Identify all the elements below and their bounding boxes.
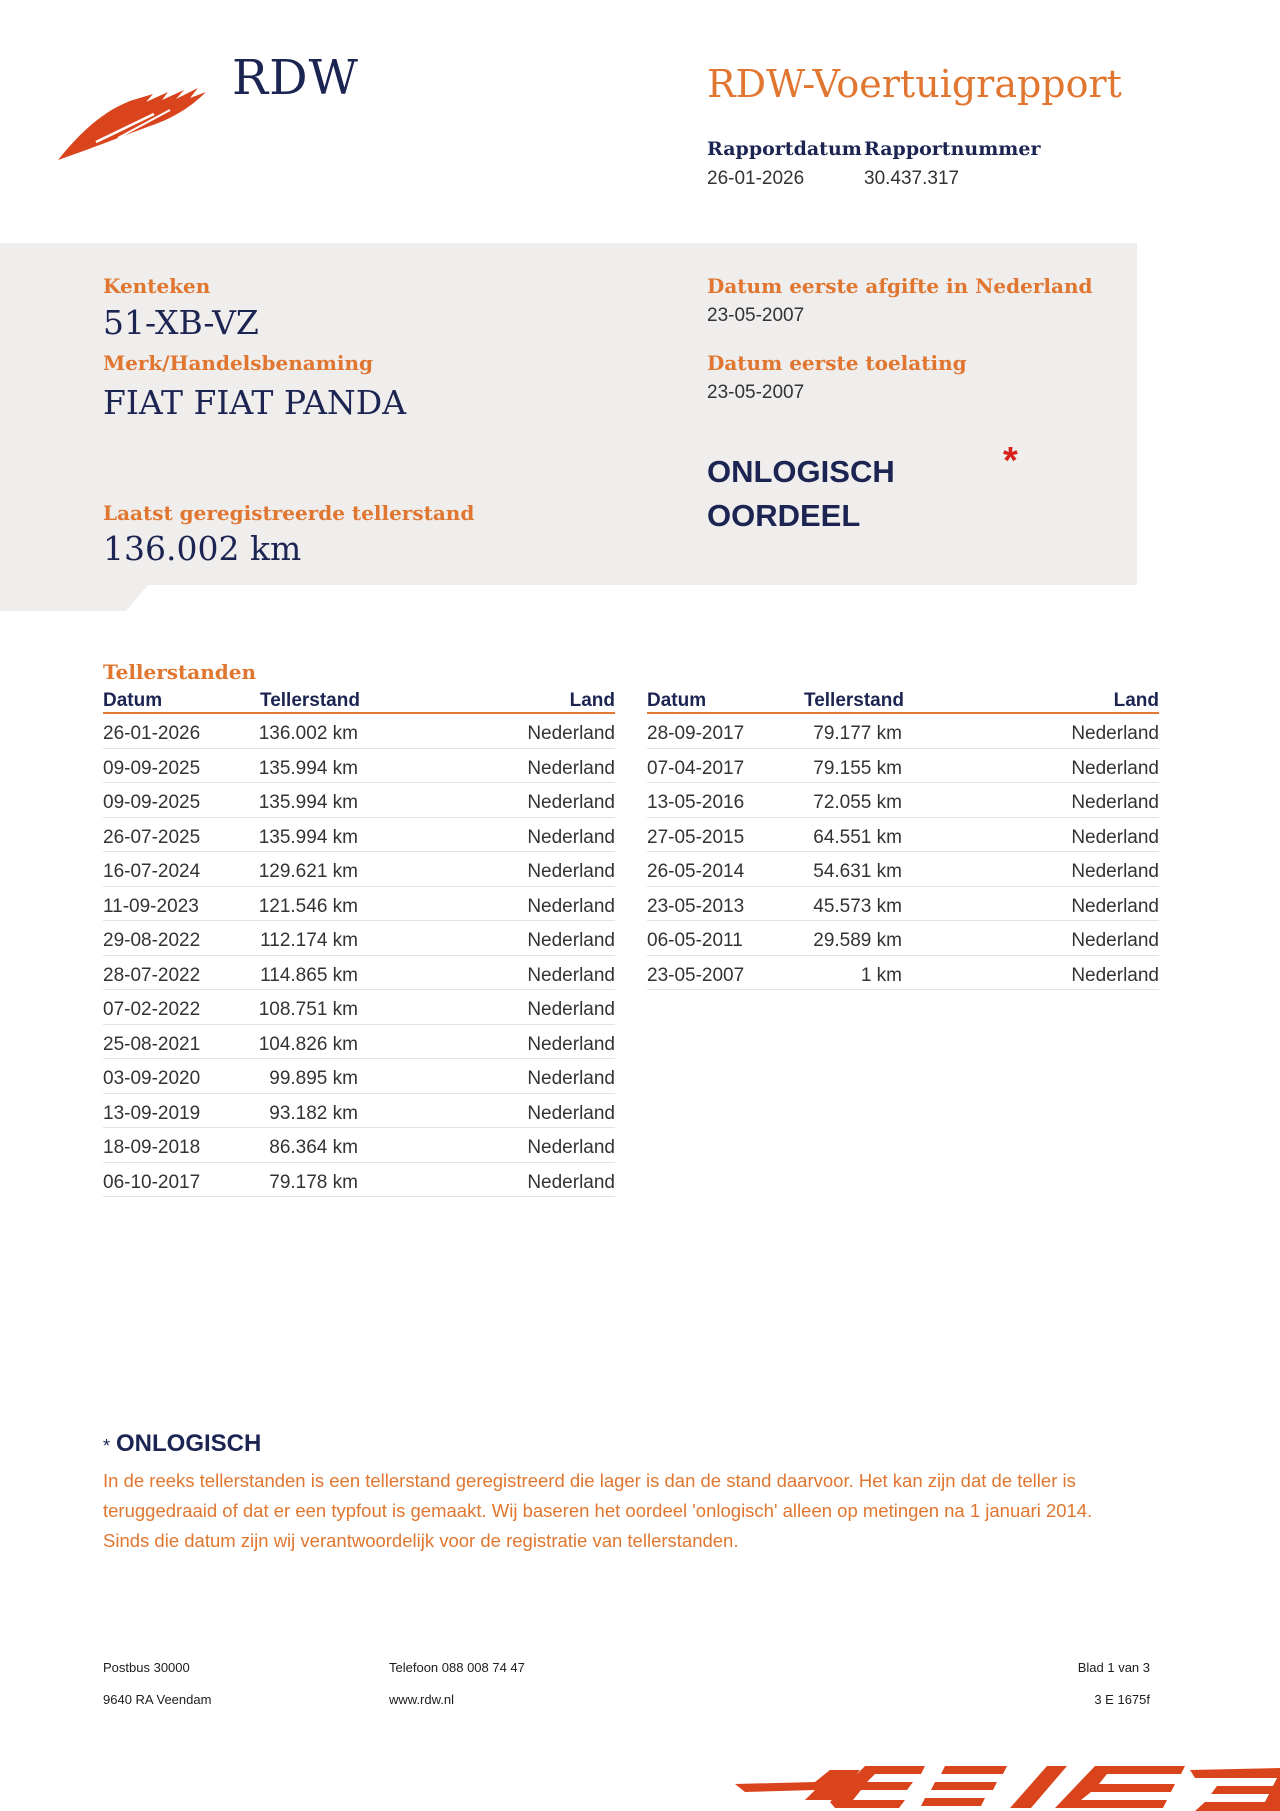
reading-date: 27-05-2015 xyxy=(647,826,745,848)
footer-phone: Telefoon 088 008 74 47 xyxy=(389,1660,525,1675)
reading-km: 121.546 km xyxy=(258,895,358,917)
reading-km: 79.155 km xyxy=(813,757,902,779)
reading-date: 28-09-2017 xyxy=(647,723,745,744)
reading-km: 129.621 km xyxy=(258,861,358,882)
table-row xyxy=(103,714,615,749)
note-text: In de reeks tellerstanden is een tellerstand geregistreerd die lager is dan de stand daarvoor. Het kan zijn dat de teller is teruggedraaid of dat er een typfout is gemaakt. Wij baseren het oordeel 'onlogisch' alleen op metingen na 1 januari 2014. Sinds die datum zijn wij verantwoordelijk voor de registratie van tellerstanden. xyxy=(103,1470,1093,1551)
make-value: FIAT FIAT PANDA xyxy=(103,383,407,422)
first-issue-nl-label: Datum eerste afgifte in Nederland xyxy=(707,274,1093,298)
reading-date: 07-02-2022 xyxy=(103,999,201,1020)
reading-country: Nederland xyxy=(527,964,615,986)
reading-km: 1 km xyxy=(860,964,902,986)
reading-country: Nederland xyxy=(527,1033,615,1055)
reading-date: 16-07-2024 xyxy=(103,861,201,882)
reading-country: Nederland xyxy=(1071,930,1159,951)
verdict-asterisk: * xyxy=(1003,440,1018,482)
reading-km: 136.002 km xyxy=(258,723,358,744)
reading-km: 99.895 km xyxy=(269,1068,358,1089)
table-row xyxy=(647,749,1159,784)
reading-km: 135.994 km xyxy=(258,826,358,848)
verdict-text xyxy=(707,450,895,538)
reading-date: 07-04-2017 xyxy=(647,757,745,779)
reading-country: Nederland xyxy=(527,723,615,744)
brand-name: RDW xyxy=(232,50,359,106)
reading-date: 23-05-2007 xyxy=(647,964,745,986)
reading-date: 28-07-2022 xyxy=(103,964,201,986)
reading-country: Nederland xyxy=(1071,826,1159,848)
panel-tab-decoration xyxy=(0,585,148,611)
reading-country: Nederland xyxy=(527,792,615,813)
col-country-header: Land xyxy=(569,690,615,711)
report-number-label: Rapportnummer xyxy=(864,138,1041,160)
reading-km: 79.177 km xyxy=(813,723,902,744)
footer-website[interactable]: www.rdw.nl xyxy=(389,1692,455,1707)
reading-country: Nederland xyxy=(527,861,615,882)
reading-date: 25-08-2021 xyxy=(103,1033,201,1055)
report-date-label: Rapportdatum xyxy=(707,138,862,160)
table-row xyxy=(103,852,615,887)
reading-country: Nederland xyxy=(1071,757,1159,779)
reading-date: 26-07-2025 xyxy=(103,826,201,848)
reading-country: Nederland xyxy=(527,1102,615,1124)
reading-country: Nederland xyxy=(1071,895,1159,917)
reading-km: 45.573 km xyxy=(813,895,902,917)
report-date-value: 26-01-2026 xyxy=(707,168,805,189)
first-admission-label: Datum eerste toelating xyxy=(707,351,967,375)
table-header xyxy=(103,690,615,714)
reading-date: 26-05-2014 xyxy=(647,861,745,882)
footer-document-code: 3 E 1675f xyxy=(1094,1692,1150,1707)
verdict-line-1: ONLOGISCH xyxy=(707,454,895,489)
report-number-value: 30.437.317 xyxy=(864,168,960,189)
reading-km: 135.994 km xyxy=(258,792,358,813)
reading-km: 108.751 km xyxy=(258,999,358,1020)
reading-km: 29.589 km xyxy=(813,930,902,951)
odometer-value: 136.002 km xyxy=(103,529,302,568)
note-asterisk: * xyxy=(103,1436,111,1456)
reading-km: 79.178 km xyxy=(269,1171,358,1193)
table-row xyxy=(647,921,1159,956)
reading-country: Nederland xyxy=(1071,792,1159,813)
table-row xyxy=(103,1025,615,1060)
reading-date: 09-09-2025 xyxy=(103,757,201,779)
col-km-header: Tellerstand xyxy=(260,690,360,711)
plate-label: Kenteken xyxy=(103,274,211,298)
col-km-header: Tellerstand xyxy=(804,690,904,711)
footer-address-line-1: Postbus 30000 xyxy=(103,1660,190,1675)
table-row xyxy=(647,818,1159,853)
reading-country: Nederland xyxy=(527,1137,615,1158)
reading-date: 06-05-2011 xyxy=(647,930,743,951)
first-issue-nl-value: 23-05-2007 xyxy=(707,305,805,326)
odometer-label: Laatst geregistreerde tellerstand xyxy=(103,501,475,525)
table-row xyxy=(103,990,615,1025)
table-header xyxy=(647,690,1159,714)
rdw-logo-icon xyxy=(58,80,208,162)
reading-country: Nederland xyxy=(527,930,615,951)
footer-address-line-2: 9640 RA Veendam xyxy=(103,1692,212,1707)
table-row xyxy=(103,783,615,818)
footer-stripes-icon xyxy=(735,1760,1280,1811)
reading-km: 54.631 km xyxy=(813,861,902,882)
note-title: ONLOGISCH xyxy=(116,1430,262,1457)
table-row xyxy=(647,887,1159,922)
reading-date: 09-09-2025 xyxy=(103,792,201,813)
table-row xyxy=(103,1094,615,1129)
table-row xyxy=(103,749,615,784)
first-admission-value: 23-05-2007 xyxy=(707,382,805,403)
table-row xyxy=(647,852,1159,887)
reading-km: 93.182 km xyxy=(269,1102,358,1124)
col-date-header: Datum xyxy=(647,690,707,711)
reading-date: 23-05-2013 xyxy=(647,895,745,917)
reading-country: Nederland xyxy=(1071,723,1159,744)
reading-km: 114.865 km xyxy=(260,964,358,986)
footer-page-number: Blad 1 van 3 xyxy=(1077,1660,1150,1675)
reading-km: 72.055 km xyxy=(813,792,902,813)
reading-country: Nederland xyxy=(527,757,615,779)
readings-table-left xyxy=(103,690,615,1197)
reading-date: 06-10-2017 xyxy=(103,1171,201,1193)
table-row xyxy=(103,1163,615,1198)
readings-table-right xyxy=(647,690,1159,990)
readings-title: Tellerstanden xyxy=(103,660,257,684)
table-row xyxy=(647,956,1159,991)
table-row xyxy=(647,783,1159,818)
table-row xyxy=(103,818,615,853)
reading-date: 11-09-2023 xyxy=(103,895,199,917)
table-row xyxy=(103,1128,615,1163)
reading-country: Nederland xyxy=(527,1171,615,1193)
table-row xyxy=(647,714,1159,749)
table-row xyxy=(103,956,615,991)
reading-country: Nederland xyxy=(527,1068,615,1089)
reading-km: 104.826 km xyxy=(258,1033,358,1055)
reading-country: Nederland xyxy=(527,999,615,1020)
plate-value: 51-XB-VZ xyxy=(103,303,259,342)
table-row xyxy=(103,887,615,922)
reading-date: 26-01-2026 xyxy=(103,723,201,744)
report-title: RDW-Voertuigrapport xyxy=(707,62,1122,106)
reading-country: Nederland xyxy=(1071,861,1159,882)
reading-country: Nederland xyxy=(527,826,615,848)
make-label: Merk/Handelsbenaming xyxy=(103,351,374,375)
reading-km: 64.551 km xyxy=(813,826,902,848)
reading-km: 135.994 km xyxy=(258,757,358,779)
table-row xyxy=(103,1059,615,1094)
verdict-line-2: OORDEEL xyxy=(707,498,861,533)
reading-date: 18-09-2018 xyxy=(103,1137,201,1158)
reading-date: 03-09-2020 xyxy=(103,1068,201,1089)
reading-date: 13-09-2019 xyxy=(103,1102,201,1124)
reading-date: 13-05-2016 xyxy=(647,792,745,813)
table-row xyxy=(103,921,615,956)
col-date-header: Datum xyxy=(103,690,163,711)
reading-km: 112.174 km xyxy=(260,930,358,951)
reading-country: Nederland xyxy=(1071,964,1159,986)
reading-date: 29-08-2022 xyxy=(103,930,201,951)
reading-km: 86.364 km xyxy=(269,1137,358,1158)
reading-country: Nederland xyxy=(527,895,615,917)
col-country-header: Land xyxy=(1113,690,1159,711)
